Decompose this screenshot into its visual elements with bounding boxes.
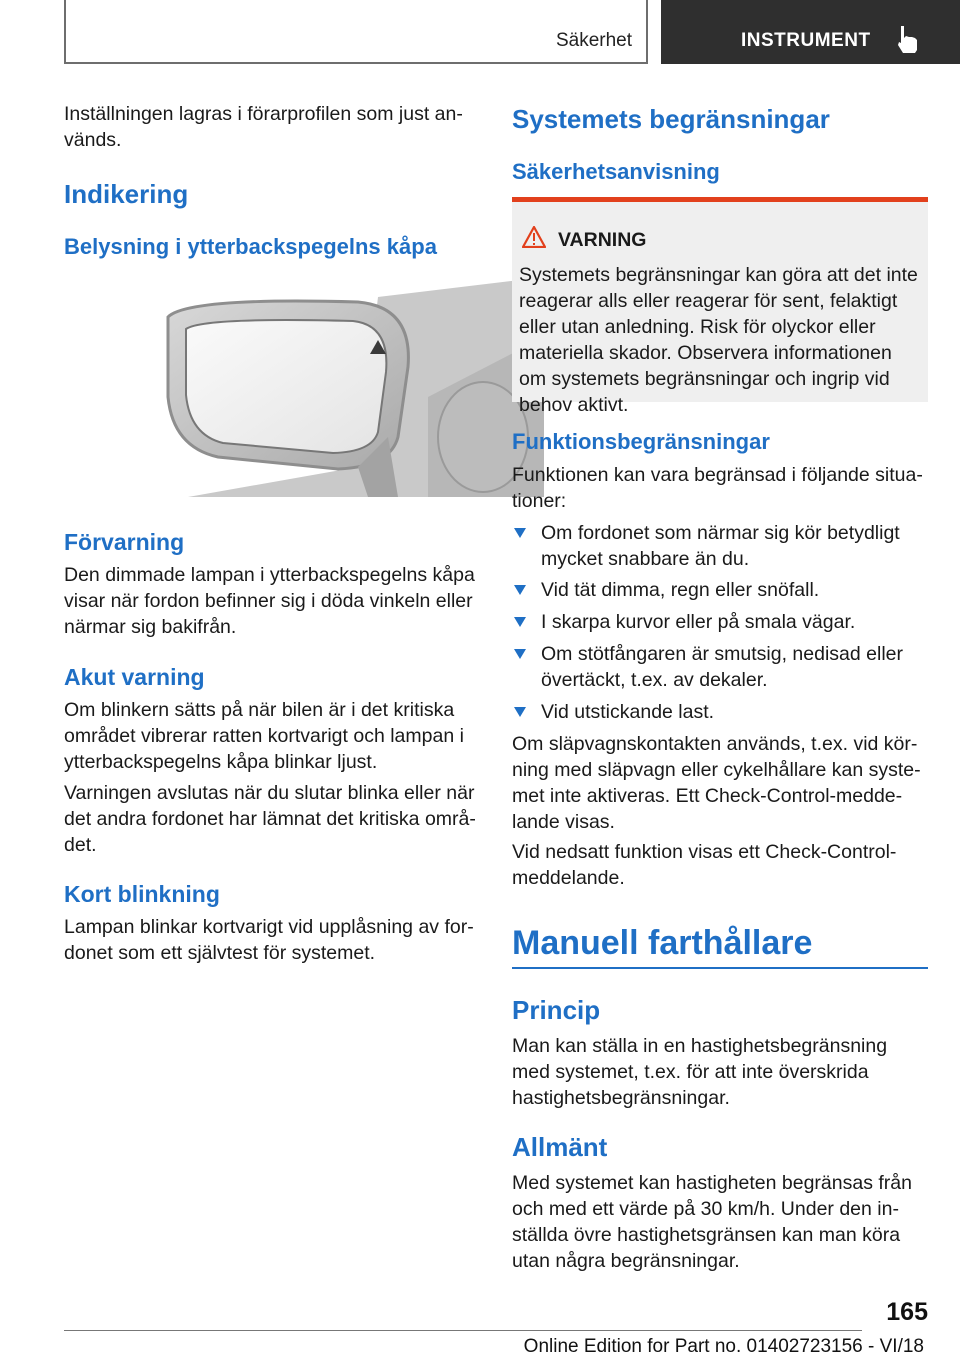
allmant-paragraph: Med systemet kan hastigheten begränsas från och med ett värde på 30 km/h. Under den inställda övre hastighetsgränsen kan man köra utan några begränsningar.	[512, 1172, 912, 1272]
heading-systemets-begransningar: Systemets begränsningar	[512, 104, 830, 134]
forvarning-paragraph: Den dimmade lampan i ytterbackspegelns kåpa visar när fordon befinner sig i döda vinkeln eller närmar sig bakifrån.	[64, 564, 475, 638]
pointing-hand-icon	[895, 24, 921, 54]
page-number: 165	[886, 1298, 928, 1326]
princip-paragraph: Man kan ställa in en hastighetsbegränsning med systemet, t.ex. för att inte överskrida hastighetsbegränsningar.	[512, 1035, 888, 1109]
heading-belysning: Belysning i ytterbackspegelns kåpa	[64, 234, 437, 259]
header-section-box	[64, 0, 648, 64]
list-item: Om fordonet som närmar sig kör betydligt mycket snabbare än du.	[512, 520, 928, 572]
warning-box	[512, 197, 928, 416]
header-chapter-label: INSTRUMENT	[741, 30, 871, 51]
funktion-paragraph: Funktionen kan vara begränsad i följande situationer:	[512, 464, 923, 512]
header-section-label: Säkerhet	[555, 30, 632, 51]
list-item: Vid tät dimma, regn eller snöfall.	[512, 577, 928, 603]
header-chapter-box	[661, 0, 960, 64]
heading-kort-blinkning: Kort blinkning	[64, 881, 220, 907]
bullet-triangle-icon	[514, 707, 526, 717]
warning-triangle-icon	[522, 226, 546, 248]
heading-akut-varning: Akut varning	[64, 664, 205, 690]
slapvagn-paragraph: Om släpvagnskontakten används, t.ex. vid körning med släpvagn eller cykelhållare kan systemet inte aktiveras. Ett Check-Control-meddelande visas.	[512, 733, 921, 833]
mirror-indicator-image	[128, 277, 544, 497]
kort-paragraph: Lampan blinkar kortvarigt vid upplåsning av fordonet som ett självtest för systemet.	[64, 916, 474, 964]
bullet-triangle-icon	[514, 528, 526, 538]
intro-paragraph: Inställningen lagras i förarprofilen som just används.	[64, 103, 463, 151]
heading-allmant: Allmänt	[512, 1132, 608, 1162]
warning-text: Systemets begränsningar kan göra att det inte reagerar alls eller reagerar för sent, felaktigt eller utan anledning. Risk för olyckor eller materiella skador. Observera informationen om systemets begränsningar och ingrip vid behov aktivt.	[519, 264, 918, 416]
footer-edition: Online Edition for Part no. 01402723156 - VI/18	[523, 1336, 924, 1357]
heading-princip: Princip	[512, 995, 601, 1025]
heading-rule	[512, 967, 928, 969]
heading-indikering: Indikering	[64, 179, 189, 209]
akut-paragraph-1: Om blinkern sätts på när bilen är i det kritiska området vibrerar ratten kortvarigt och lampan i ytterbackspegelns kåpa blinkar ljust.	[64, 699, 464, 773]
bullet-triangle-icon	[514, 649, 526, 659]
warning-title: VARNING	[558, 229, 647, 251]
heading-forvarning: Förvarning	[64, 529, 185, 555]
list-item: I skarpa kurvor eller på smala vägar.	[512, 609, 928, 635]
nedsatt-paragraph: Vid nedsatt funktion visas ett Check-Control-meddelande.	[512, 841, 897, 889]
list-item: Om stötfångaren är smutsig, nedisad eller övertäckt, t.ex. av dekaler.	[512, 641, 928, 693]
heading-manuell-farthallare: Manuell farthållare	[512, 924, 813, 962]
heading-funktionsbegransningar: Funktionsbegränsningar	[512, 429, 770, 454]
list-item: Vid utstickande last.	[512, 699, 928, 725]
akut-paragraph-2: Varningen avslutas när du slutar blinka eller när det andra fordonet har lämnat det kritiska området.	[64, 782, 476, 856]
bullet-triangle-icon	[514, 617, 526, 627]
bullet-triangle-icon	[514, 585, 526, 595]
footer-divider	[64, 1330, 862, 1331]
heading-sakerhetsanvisning: Säkerhetsanvisning	[512, 159, 720, 184]
